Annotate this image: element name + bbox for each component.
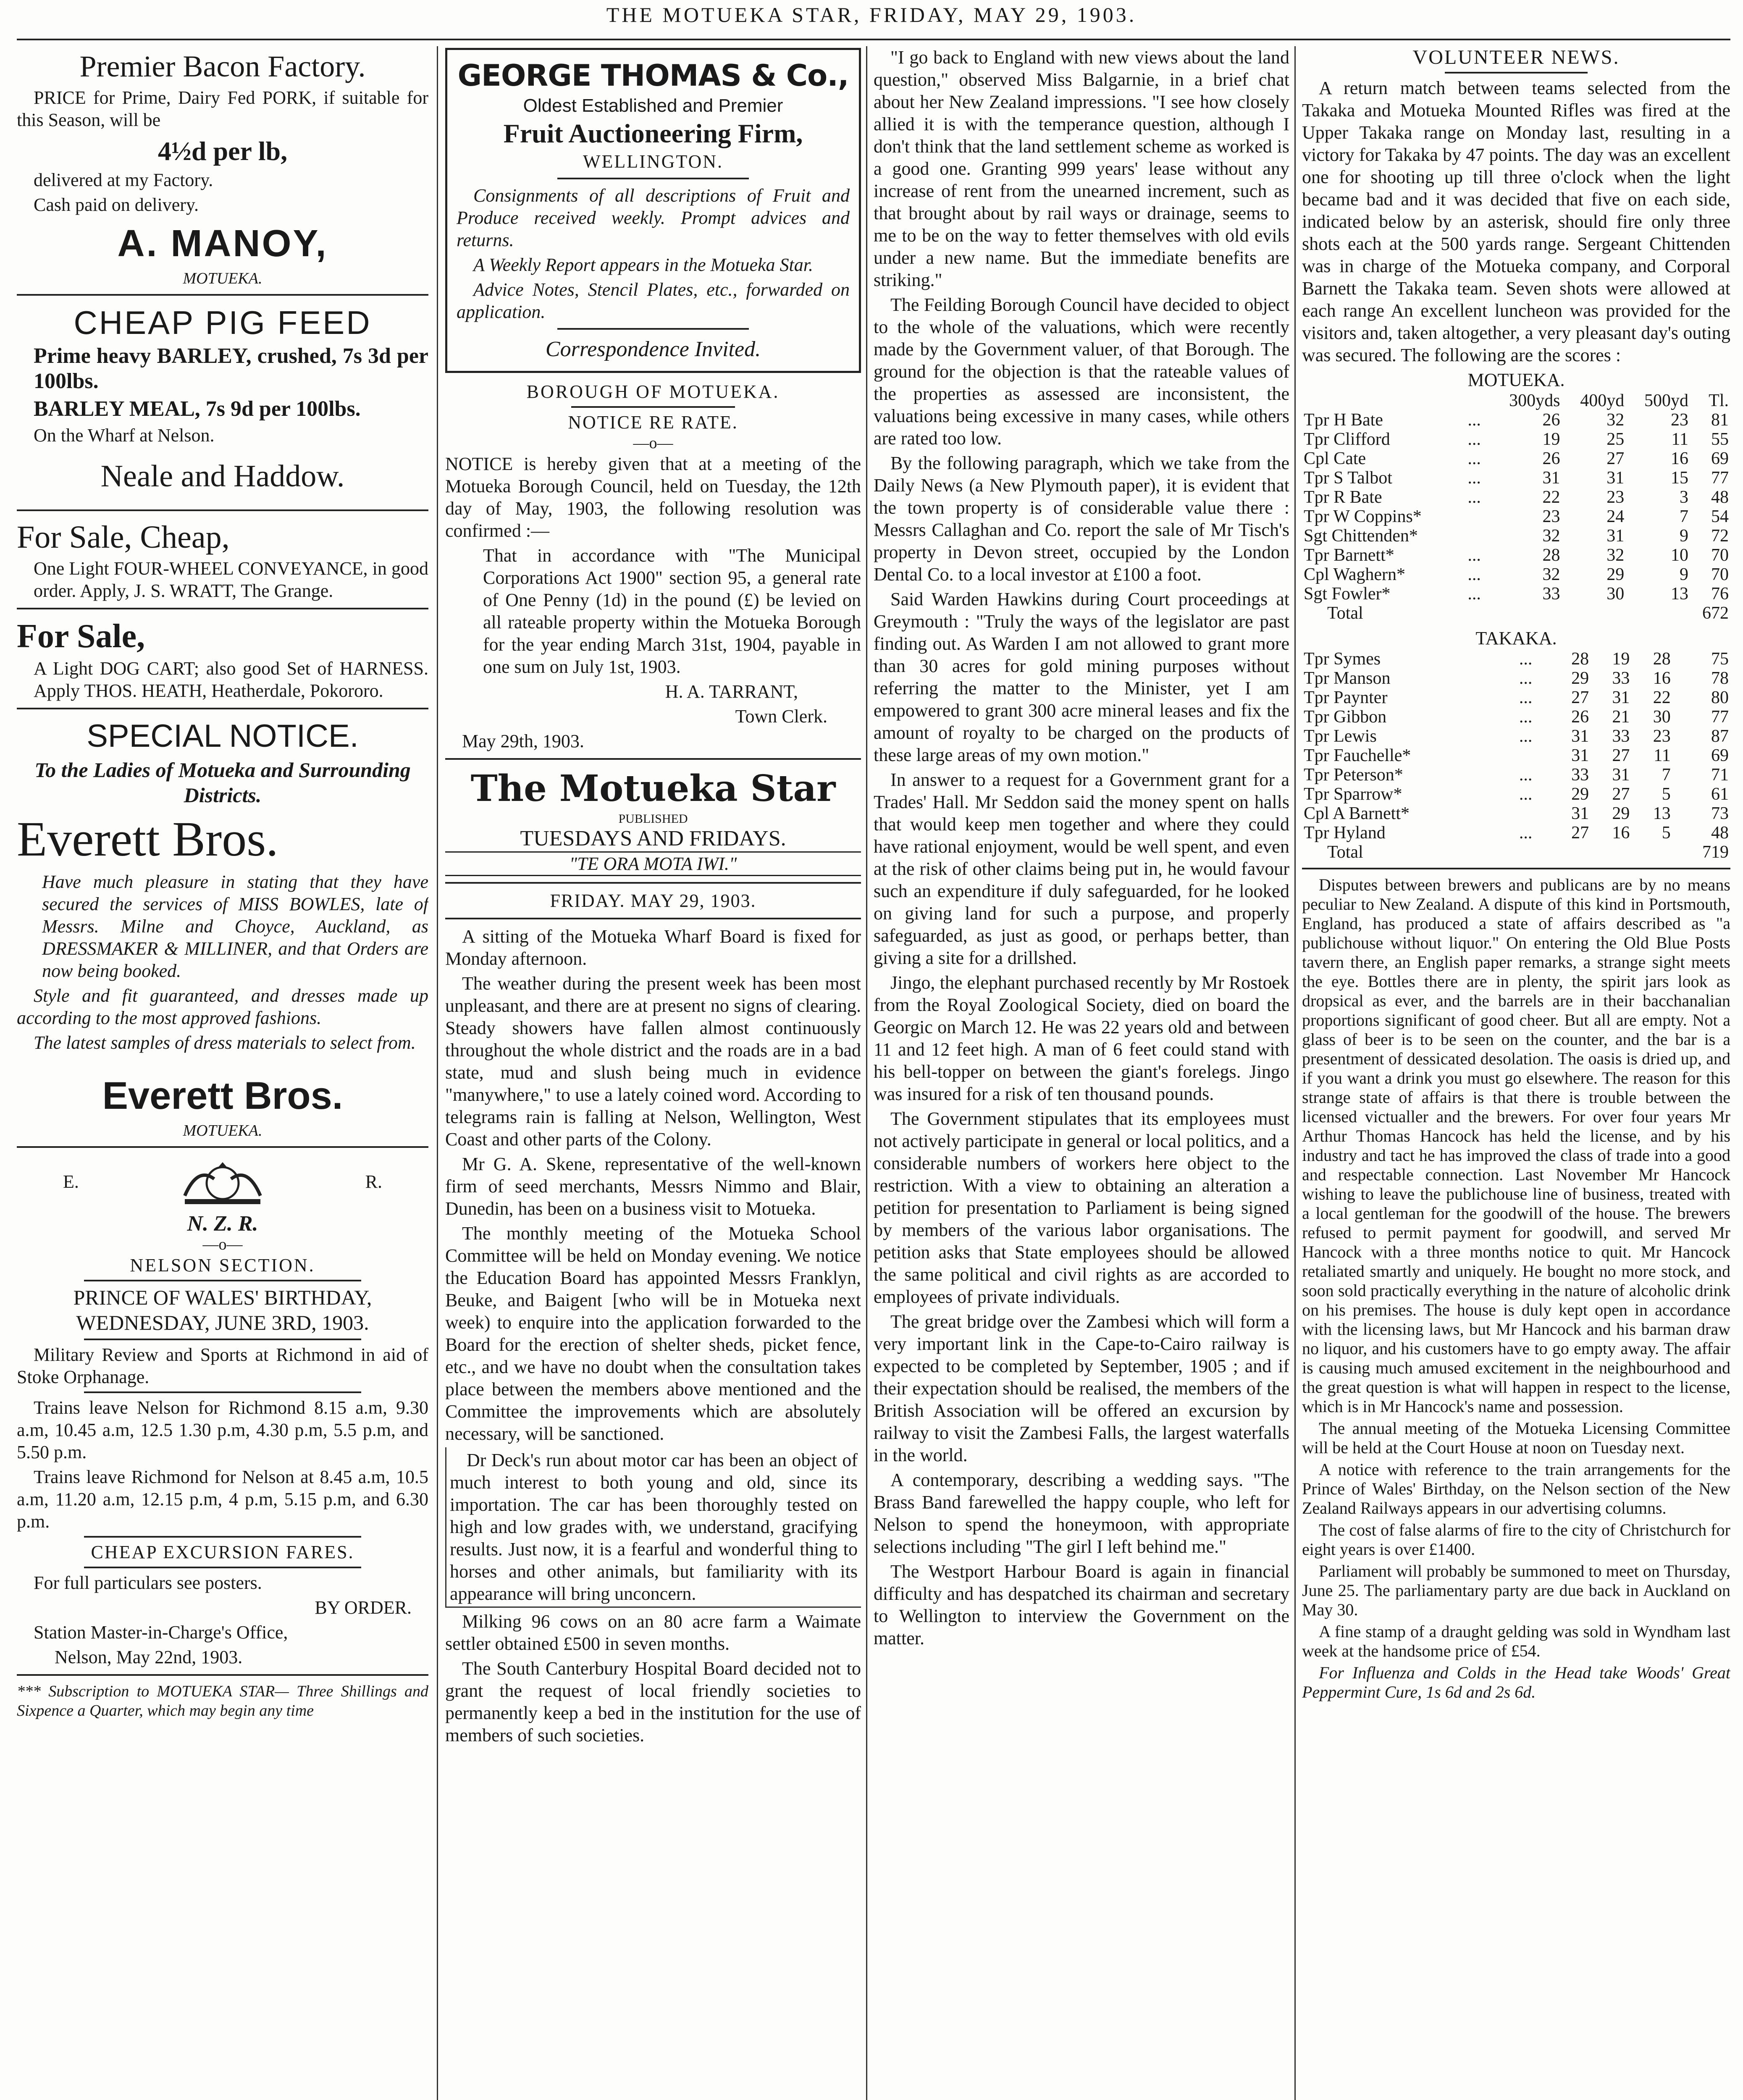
news-paragraph: The annual meeting of the Motueka Licensing Committee will be held at the Court House at noon on Tuesday next.	[1302, 1419, 1730, 1457]
news-paragraph: Milking 96 cows on an 80 acre farm a Waimate settler obtained £500 in seven months.	[445, 1611, 861, 1654]
score-value: 48	[1711, 488, 1729, 507]
section-divider	[445, 882, 861, 884]
score-row	[1302, 765, 1730, 785]
section-title: VOLUNTEER NEWS.	[1412, 46, 1620, 68]
ad-divider	[17, 294, 428, 296]
score-value: 5	[1662, 785, 1671, 804]
leader-dots: ...	[1467, 430, 1481, 449]
score-value: 32	[1606, 410, 1625, 430]
leader-dots: ...	[1519, 785, 1533, 804]
score-value: 72	[1711, 526, 1729, 546]
score-value: 70	[1711, 546, 1729, 565]
score-value: 33	[1612, 669, 1630, 688]
score-value: 26	[1542, 410, 1560, 430]
score-value: 31	[1612, 688, 1630, 707]
column-news	[874, 46, 1289, 2100]
score-row	[1302, 804, 1730, 823]
advertiser-name: Neale and Haddow.	[100, 459, 345, 494]
ad-text: A Weekly Report appears in the Motueka Star.	[473, 255, 813, 275]
total-label: Total	[1327, 604, 1363, 623]
section-divider	[1302, 868, 1730, 869]
score-value: 73	[1711, 804, 1729, 823]
score-value: 7	[1679, 507, 1688, 526]
score-value: 5	[1662, 823, 1671, 843]
leader-dots: ...	[1467, 449, 1481, 468]
score-name: Tpr Lewis	[1304, 727, 1377, 746]
leader-dots	[1517, 746, 1550, 765]
score-value: 13	[1653, 804, 1671, 823]
score-name: Tpr Barnett*	[1304, 546, 1394, 565]
news-paragraph: A sitting of the Motueka Wharf Board is fixed for Monday afternoon.	[445, 926, 861, 969]
score-row	[1302, 430, 1730, 449]
section-divider	[445, 918, 861, 919]
team-heading: MOTUEKA.	[1467, 370, 1565, 390]
score-row	[1302, 707, 1730, 727]
team-heading: TAKAKA.	[1475, 628, 1557, 648]
borough-notice	[445, 381, 861, 752]
score-value: 29	[1606, 565, 1625, 584]
score-row	[1302, 488, 1730, 507]
ad-for-sale	[17, 615, 428, 702]
score-value: 28	[1653, 649, 1671, 669]
ad-text: Consignments of all descriptions of Fruit and Produce received weekly. Prompt advices and returns.	[457, 185, 850, 250]
score-value: 61	[1711, 785, 1729, 804]
score-value: 70	[1711, 565, 1729, 584]
ad-divider	[84, 1391, 361, 1393]
ad-text: Trains leave Richmond for Nelson at 8.45 a.m, 10.5 a.m, 11.20 a.m, 12.15 p.m, 4 p.m, 5.15 p.m, and 6.30 p.m.	[17, 1467, 428, 1532]
paper-title: The Motueka Star	[470, 767, 836, 810]
news-paragraph: The South Canterbury Hospital Board decided not to grant the request of local friendly societies to permanently keep a bed in the institution for the use of members of such societies.	[445, 1658, 861, 1746]
score-value: 28	[1571, 649, 1589, 669]
table-header: Tl.	[1709, 391, 1729, 410]
section-divider	[1445, 72, 1588, 74]
score-value: 55	[1711, 430, 1729, 449]
news-paragraph: A fine stamp of a draught gelding was sold in Wyndham last week at the handsome price of £54.	[1302, 1622, 1730, 1660]
score-name: Tpr H Bate	[1304, 410, 1383, 430]
score-name: Tpr Symes	[1304, 649, 1381, 669]
ad-text: For full particulars see posters.	[34, 1572, 262, 1593]
score-name: Cpl Waghern*	[1304, 565, 1405, 584]
news-paragraph: By the following paragraph, which we take from the Daily News (a New Plymouth paper), it is evident that the town property is of considerable value there : Messrs Callaghan and Co. report the sale of Mr Tisch's property in Devon street, occupied by the London Dental Co. to a local investor at £100 a foot.	[874, 453, 1289, 585]
score-value: 32	[1542, 565, 1560, 584]
notice-signature-title: Town Clerk.	[735, 706, 827, 727]
score-name: Tpr R Bate	[1304, 488, 1382, 507]
advertiser-name: A. MANOY,	[117, 223, 328, 265]
score-value: 31	[1606, 468, 1625, 488]
total-value: 672	[1702, 604, 1729, 623]
news-paragraph: The cost of false alarms of fire to the city of Christchurch for eight years is over £1400.	[1302, 1520, 1730, 1559]
leader-dots: ...	[1519, 765, 1533, 785]
ad-bacon-factory	[17, 46, 428, 288]
score-value: 80	[1711, 688, 1729, 707]
score-value: 21	[1612, 707, 1630, 727]
ad-title: For Sale, Cheap,	[17, 520, 230, 555]
notice-title: BOROUGH OF MOTUEKA.	[526, 381, 780, 402]
score-value: 27	[1571, 823, 1589, 843]
news-paragraph: In answer to a request for a Government grant for a Trades' Hall. Mr Seddon said the money spent on halls that would keep men together and where they could have rational enjoyment, would be well spent, and even at the risk of other claims being put in, he would favour such an expenditure if duly safeguarded, for he looked on giving land for such a purpose, and properly safeguarded, as just as good, or perhaps better, than giving a site for a drillshed.	[874, 769, 1289, 968]
table-header: 400yd	[1580, 391, 1625, 410]
ad-for-sale-cheap	[17, 517, 428, 602]
score-value: 26	[1542, 449, 1560, 468]
score-row	[1302, 584, 1730, 604]
ad-special-notice	[17, 715, 428, 1140]
ad-text: Have much pleasure in stating that they have secured the services of MISS BOWLES, late of Messrs. Milne and Choyce, Auckland, as DRESSMAKER & MILLINER, and that Orders are now being booked.	[42, 872, 428, 981]
score-name: Tpr Fauchelle*	[1304, 746, 1411, 765]
ad-divider	[17, 1674, 428, 1676]
ad-divider	[17, 608, 428, 609]
column-ads	[17, 46, 428, 2100]
score-value: 75	[1711, 649, 1729, 669]
score-value: 32	[1606, 546, 1625, 565]
news-paragraph: Jingo, the elephant purchased recently by Mr Rostoek from the Royal Zoological Society, died on board the Georgic on March 12. He was 22 years old and between 11 and 12 feet high. A man of 6 feet could stand with his bell-topper on between the giant's forelegs. Jingo was insured for a risk of ten thousand pounds.	[874, 972, 1289, 1104]
notice-resolution: That in accordance with "The Municipal Corporations Act 1900" section 95, a general rate of One Penny (1d) in the pound (£) be levied on all rateable property within the Motueka Borough for the year ending March 31st, 1904, payable in one sum on July 1st, 1903.	[483, 545, 861, 677]
score-value: 13	[1670, 584, 1688, 604]
notice-divider	[571, 406, 735, 408]
news-paragraph: "I go back to England with new views about the land question," observed Miss Balgarnie, in a brief chat about her New Zealand impressions. "I see how closely allied it is with the temperance question, although I don't think that the land settlement scheme as worked is a good one. Granting 999 years' lease without any increase of rent from the unearned increment, such as that brought about by rail ways or drainage, seems to me to be on the way to fetter themselves with old evils under a new name. But the immediate benefits are striking."	[874, 47, 1289, 290]
ad-text: A Light DOG CART; also good Set of HARNESS. Apply THOS. HEATH, Heatherdale, Pokororo.	[34, 658, 428, 701]
ad-title: For Sale,	[17, 618, 145, 655]
ad-text: BARLEY MEAL, 7s 9d per 100lbs.	[34, 397, 361, 421]
score-value: 29	[1612, 804, 1630, 823]
score-name: Tpr Peterson*	[1304, 765, 1403, 785]
total-label: Total	[1327, 843, 1363, 862]
score-value: 48	[1711, 823, 1729, 843]
score-value: 10	[1670, 546, 1688, 565]
ad-text: Prime heavy BARLEY, crushed, 7s 3d per 100lbs.	[34, 344, 428, 393]
score-value: 11	[1654, 746, 1671, 765]
ad-subtitle: Fruit Auctioneering Firm,	[503, 118, 803, 148]
score-value: 69	[1711, 746, 1729, 765]
ad-divider	[557, 328, 749, 330]
ad-title: CHEAP PIG FEED	[74, 304, 372, 341]
ad-title: GEORGE THOMAS & Co.,	[457, 58, 849, 93]
advertiser-name: Everett Bros.	[102, 1074, 343, 1117]
section-divider	[445, 758, 861, 760]
ad-divider	[17, 509, 428, 511]
score-value: 22	[1653, 688, 1671, 707]
ad-text: Station Master-in-Charge's Office,	[34, 1622, 288, 1643]
score-name: Sgt Fowler*	[1304, 584, 1391, 604]
ad-title: Premier Bacon Factory.	[79, 50, 366, 83]
leader-dots: ...	[1519, 727, 1533, 746]
notice-subtitle: NOTICE RE RATE.	[568, 412, 738, 433]
news-paragraph: Said Warden Hawkins during Court proceedings at Greymouth : "Truly the ways of the legislator are past finding out. As Warden I am not allowed to grant more than 30 acres for gold mining purposes without referring the matter to the Minister, yet I am empowered to grant 300 acre mineral leases and fix the amount of royalty to be charged on the products of these large areas of my own motion."	[874, 589, 1289, 765]
table-header: 500yd	[1644, 391, 1688, 410]
paper-motto: "TE ORA MOTA IWI."	[445, 851, 861, 876]
score-row	[1302, 785, 1730, 804]
masthead-rule	[17, 39, 1730, 40]
score-row	[1302, 669, 1730, 688]
ad-text: Nelson, May 22nd, 1903.	[55, 1647, 243, 1667]
score-value: 9	[1679, 565, 1688, 584]
column-editorial	[445, 46, 861, 2100]
ad-divider	[84, 1339, 361, 1340]
paper-published: PUBLISHED	[618, 812, 688, 826]
leader-dots: ...	[1467, 565, 1481, 584]
subscription-note: *** Subscription to MOTUEKA STAR— Three Shillings and Sixpence a Quarter, which may begin any time	[17, 1683, 428, 1719]
masthead: THE MOTUEKA STAR, FRIDAY, MAY 29, 1903.	[606, 3, 1137, 26]
score-value: 25	[1606, 430, 1625, 449]
score-name: Tpr Hyland	[1304, 823, 1386, 843]
score-value: 33	[1542, 584, 1560, 604]
ad-text: Trains leave Nelson for Richmond 8.15 a.m, 9.30 a.m, 10.45 a.m, 12.5 1.30 p.m, 4.30 p.m, 5.5 p.m, and 5.50 p.m.	[17, 1397, 428, 1462]
score-value: 31	[1606, 526, 1625, 546]
ad-divider	[557, 178, 749, 179]
news-paragraph: The weather during the present week has been most unpleasant, and there are at present no signs of clearing. Steady showers have fallen almost continuously throughout the whole district and the roads are in a bad state, mud and slush being much in evidence "manywhere," to use a lately coined word. According to telegrams rain is falling at Nelson, Wellington, West Coast and other parts of the Colony.	[445, 973, 861, 1150]
score-row	[1302, 546, 1730, 565]
royal-crest-icon	[160, 1154, 286, 1208]
notice-signature: H. A. TARRANT,	[665, 681, 798, 702]
leader-dots: ...	[1519, 688, 1533, 707]
score-name: Cpl A Barnett*	[1304, 804, 1410, 823]
score-value: 77	[1711, 707, 1729, 727]
column-rule	[1294, 46, 1296, 2100]
advertiser-name: Everett Bros.	[17, 811, 278, 866]
total-value: 719	[1702, 843, 1729, 862]
score-value: 71	[1711, 765, 1729, 785]
score-name: Tpr Gibbon	[1304, 707, 1387, 727]
score-name: Cpl Cate	[1304, 449, 1366, 468]
score-name: Tpr Sparrow*	[1304, 785, 1402, 804]
score-value: 31	[1542, 468, 1560, 488]
score-value: 29	[1571, 669, 1589, 688]
score-value: 23	[1606, 488, 1625, 507]
score-value: 19	[1542, 430, 1560, 449]
leader-dots	[1466, 526, 1488, 546]
ad-text: PRICE for Prime, Dairy Fed PORK, if suitable for this Season, will be	[17, 87, 428, 130]
leader-dots: ...	[1519, 707, 1533, 727]
score-value: 26	[1571, 707, 1589, 727]
score-value: 28	[1542, 546, 1560, 565]
paper-days: TUESDAYS AND FRIDAYS.	[520, 827, 786, 850]
score-value: 16	[1653, 669, 1671, 688]
divider-glyph: —o—	[633, 434, 673, 452]
ad-title: SPECIAL NOTICE.	[87, 718, 359, 754]
advertiser-place: MOTUEKA.	[183, 1122, 262, 1139]
score-value: 23	[1670, 410, 1688, 430]
news-paragraph: The monthly meeting of the Motueka School Committee will be held on Monday evening. We notice the Education Board has appointed Messrs Franklyn, Beuke, and Baigent [who will be in Motueka next week) to enquire into the application forwarded to the Board for the erection of shelter sheds, picket fence, etc., and we have no doubt when the consultation takes place between the members above mentioned and the Committee the improvements which are absolutely necessary, will be sanctioned.	[445, 1223, 861, 1444]
score-name: Tpr S Talbot	[1304, 468, 1392, 488]
score-value: 7	[1662, 765, 1671, 785]
column-rule	[866, 46, 867, 2100]
ad-text: Advice Notes, Stencil Plates, etc., forwarded on application.	[457, 279, 850, 322]
table-header: 300yds	[1509, 391, 1560, 410]
ad-text: On the Wharf at Nelson.	[34, 425, 215, 446]
news-paragraph: Dr Deck's run about motor car has been an object of much interest to both young and old, since its importation. The car has been thoroughly tested on high and low grades with, we understand, gracifying results. Just now, it is a fearful and wonderful thing to horses and other animals, but familiarity with its appearance will bring unconcern.	[445, 1447, 861, 1608]
score-value: 15	[1670, 468, 1688, 488]
divider-glyph: —o—	[202, 1236, 243, 1253]
crest-letter-left: E.	[63, 1171, 79, 1192]
ad-pig-feed	[17, 302, 428, 504]
score-value: 24	[1606, 507, 1625, 526]
score-row	[1302, 526, 1730, 546]
score-name: Sgt Chittenden*	[1304, 526, 1418, 546]
score-row	[1302, 410, 1730, 430]
ad-text: BY ORDER.	[315, 1597, 412, 1618]
score-value: 3	[1679, 488, 1688, 507]
score-name: Tpr W Coppins*	[1304, 507, 1422, 526]
notice-text: NOTICE is hereby given that at a meeting of the Motueka Borough Council, held on Tuesday, the 12th day of May, 1903, the following resolution was confirmed :—	[445, 454, 861, 541]
leader-dots: ...	[1519, 649, 1533, 669]
score-name: Tpr Paynter	[1304, 688, 1388, 707]
ad-footer: Correspondence Invited.	[545, 337, 761, 361]
score-value: 33	[1612, 727, 1630, 746]
score-row	[1302, 649, 1730, 669]
leader-dots: ...	[1519, 669, 1533, 688]
score-value: 23	[1653, 727, 1671, 746]
score-row	[1302, 507, 1730, 526]
leader-dots: ...	[1467, 546, 1481, 565]
score-value: 11	[1671, 430, 1688, 449]
score-name: Tpr Manson	[1304, 669, 1391, 688]
score-value: 31	[1612, 765, 1630, 785]
leader-dots: ...	[1519, 823, 1533, 843]
score-value: 81	[1711, 410, 1729, 430]
news-paragraph: A notice with reference to the train arrangements for the Prince of Wales' Birthday, on the Nelson section of the New Zealand Railways appears in our advertising columns.	[1302, 1460, 1730, 1517]
score-row	[1302, 823, 1730, 843]
score-value: 16	[1612, 823, 1630, 843]
ad-text: The latest samples of dress materials to select from.	[34, 1032, 416, 1053]
score-name: Tpr Clifford	[1304, 430, 1390, 449]
score-table-takaka	[1302, 649, 1730, 862]
ad-heading: PRINCE OF WALES' BIRTHDAY, WEDNESDAY, JUNE 3RD, 1903.	[73, 1286, 372, 1334]
news-paragraph: Disputes between brewers and publicans are by no means peculiar to New Zealand. A dispute of this kind in Portsmouth, England, has produced a state of affairs described as "a publichouse without liquor." On entering the Old Blue Posts tavern there, an English paper remarks, a strange sight meets the eye. Bottles there are in plenty, the spirit jars look as dropsical as ever, and the barrels are in their bacchanalian proportions significant of good cheer. But all are empty. Not a glass of beer is to be seen on the counter, and the bar is a presentment of dessicated desolation. The oasis is dried up, and if you want a drink you must go elsewhere. The reason for this strange state of affairs is that there is trouble between the licensed victualler and the brewers. For over four years Mr Arthur Thomas Hancock has held the license, and by his industry and tact he has improved the class of trade into a good and respectable connection. Last November Mr Hancock wishing to leave the publichouse line of business, treated with a local gentleman for the goodwill of the house. The brewers refused to permit payment for goodwill, and served Mr Hancock with a three months notice to quit. Mr Hancock retaliated smartly and uniquely. He bought no more stock, and soon sold practically everything in the nature of alcoholic drink on his premises. The house is duly kept open in accordance with the licensing laws, but Mr Hancock and his barman draw no liquor, and his customers have to go empty away. The affair is causing much amused excitement in the neighbourhood and the great question is what will happen in respect to the license, which is in Mr Hancock's name and possession.	[1302, 875, 1730, 1416]
score-value: 30	[1606, 584, 1625, 604]
notice-date: May 29th, 1903.	[462, 731, 584, 751]
news-block	[1302, 875, 1730, 1702]
news-paragraph: The Feilding Borough Council have decided to object to the whole of the valuations, which were recently made by the Government valuer, of that Borough. The ground for the objection is that the rateable values of the properties as assessed are inconsistent, the valuations being excessive in many cases, while others are rated too low.	[874, 294, 1289, 449]
score-value: 9	[1679, 526, 1688, 546]
score-value: 19	[1612, 649, 1630, 669]
score-value: 69	[1711, 449, 1729, 468]
paper-nameplate	[445, 766, 861, 919]
nzr-crest-row	[17, 1154, 428, 1213]
score-row	[1302, 449, 1730, 468]
ad-divider	[84, 1280, 361, 1281]
leader-dots: ...	[1467, 468, 1481, 488]
score-row	[1302, 746, 1730, 765]
score-row	[1302, 565, 1730, 584]
column-volunteer-news	[1302, 46, 1730, 2100]
ad-nzr	[17, 1154, 428, 1668]
score-value: 78	[1711, 669, 1729, 688]
score-table-motueka	[1302, 391, 1730, 623]
ad-subtitle: NELSON SECTION.	[130, 1255, 315, 1276]
ad-george-thomas	[445, 48, 861, 373]
ad-heading: CHEAP EXCURSION FARES.	[91, 1542, 354, 1562]
ad-divider	[17, 1146, 428, 1148]
leader-dots: ...	[1467, 410, 1481, 430]
advertiser-place: MOTUEKA.	[183, 270, 262, 287]
ad-text: Style and fit guaranteed, and dresses made up according to the most approved fashions.	[17, 985, 428, 1028]
news-paragraph: The Government stipulates that its employees must not actively participate in general or local politics, and a considerable numbers of workers here object to the restriction. With a view to obtaining an alteration a petition for presentation to Parliament is being signed by members of the various labor organisations. The petition asks that State employees should be allowed the same political and civil rights as are accorded to employees of private individuals.	[874, 1108, 1289, 1307]
score-value: 27	[1612, 746, 1630, 765]
score-value: 30	[1653, 707, 1671, 727]
score-value: 27	[1612, 785, 1630, 804]
score-value: 29	[1571, 785, 1589, 804]
leader-dots	[1517, 804, 1550, 823]
score-value: 76	[1711, 584, 1729, 604]
ad-divider	[84, 1567, 361, 1568]
score-value: 31	[1571, 727, 1589, 746]
ad-divider	[84, 1536, 361, 1538]
score-value: 27	[1606, 449, 1625, 468]
score-value: 31	[1571, 746, 1589, 765]
score-value: 27	[1571, 688, 1589, 707]
news-paragraph: Parliament will probably be summoned to meet on Thursday, June 25. The parliamentary party are due back in Auckland on May 30.	[1302, 1562, 1730, 1619]
score-value: 22	[1542, 488, 1560, 507]
crest-letter-right: R.	[365, 1171, 382, 1192]
score-value: 31	[1571, 804, 1589, 823]
news-paragraph: Mr G. A. Skene, representative of the well-known firm of seed merchants, Messrs Nimmo and Blair, Dunedin, has been on a business visit to Motueka.	[445, 1154, 861, 1219]
score-value: 16	[1670, 449, 1688, 468]
news-paragraph: A contemporary, describing a wedding says. "The Brass Band farewelled the happy couple, who left for Nelson to spend the honeymoon, with appropriate selections including "The girl I left behind me."	[874, 1470, 1289, 1557]
ad-text: Military Review and Sports at Richmond in aid of Stoke Orphanage.	[17, 1344, 428, 1387]
score-value: 23	[1542, 507, 1560, 526]
ad-text: WELLINGTON.	[583, 151, 723, 172]
leader-dots	[1466, 507, 1488, 526]
news-paragraph: A return match between teams selected from the Takaka and Motueka Mounted Rifles was fired at the Upper Takaka range on Monday last, resulting in a victory for Takaka by 47 points. The day was an excellent one for shooting up till three o'clock when the light became bad and it was decided that five on each side, indicated below by an asterisk, should fire only three shots each at the 500 yards range. Sergeant Chittenden was in charge of the Motueka company, and Corporal Barnett the Takaka team. Seven shots were allowed at each range An excellent luncheon was provided for the visitors and, taken altogether, a very pleasant day's outing was secured. The following are the scores :	[1302, 78, 1730, 365]
column-rule	[437, 46, 438, 2100]
news-paragraph: The Westport Harbour Board is again in financial difficulty and has despatched its chairman and secretary to Wellington to interview the Government on the matter.	[874, 1561, 1289, 1648]
ad-subtitle: To the Ladies of Motueka and Surrounding Districts.	[34, 758, 411, 807]
closing-ad: For Influenza and Colds in the Head take Woods' Great Peppermint Cure, 1s 6d and 2s 6d.	[1302, 1663, 1730, 1701]
ad-title: N. Z. R.	[187, 1212, 258, 1236]
leader-dots: ...	[1467, 488, 1481, 507]
ad-divider	[17, 708, 428, 709]
score-row	[1302, 688, 1730, 707]
paper-date: FRIDAY. MAY 29, 1903.	[550, 890, 756, 911]
ad-text: One Light FOUR-WHEEL CONVEYANCE, in good order. Apply, J. S. WRATT, The Grange.	[34, 558, 428, 601]
score-value: 54	[1711, 507, 1729, 526]
score-row	[1302, 727, 1730, 746]
score-row	[1302, 468, 1730, 488]
leader-dots: ...	[1467, 584, 1481, 604]
score-value: 77	[1711, 468, 1729, 488]
news-paragraph: The great bridge over the Zambesi which will form a very important link in the Cape-to-Cairo railway is expected to be completed by September, 1905 ; and if their expectation should be realised, the members of the British Association will be offered an excursion by railway to visit the Zambesi Falls, the largest waterfalls in the world.	[874, 1311, 1289, 1465]
score-value: 87	[1711, 727, 1729, 746]
ad-text: Cash paid on delivery.	[34, 194, 199, 215]
ad-text: Oldest Established and Premier	[523, 95, 783, 116]
ad-text: delivered at my Factory.	[34, 170, 213, 190]
score-value: 32	[1542, 526, 1560, 546]
score-value: 33	[1571, 765, 1589, 785]
ad-price: 4½d per lb,	[158, 136, 288, 166]
